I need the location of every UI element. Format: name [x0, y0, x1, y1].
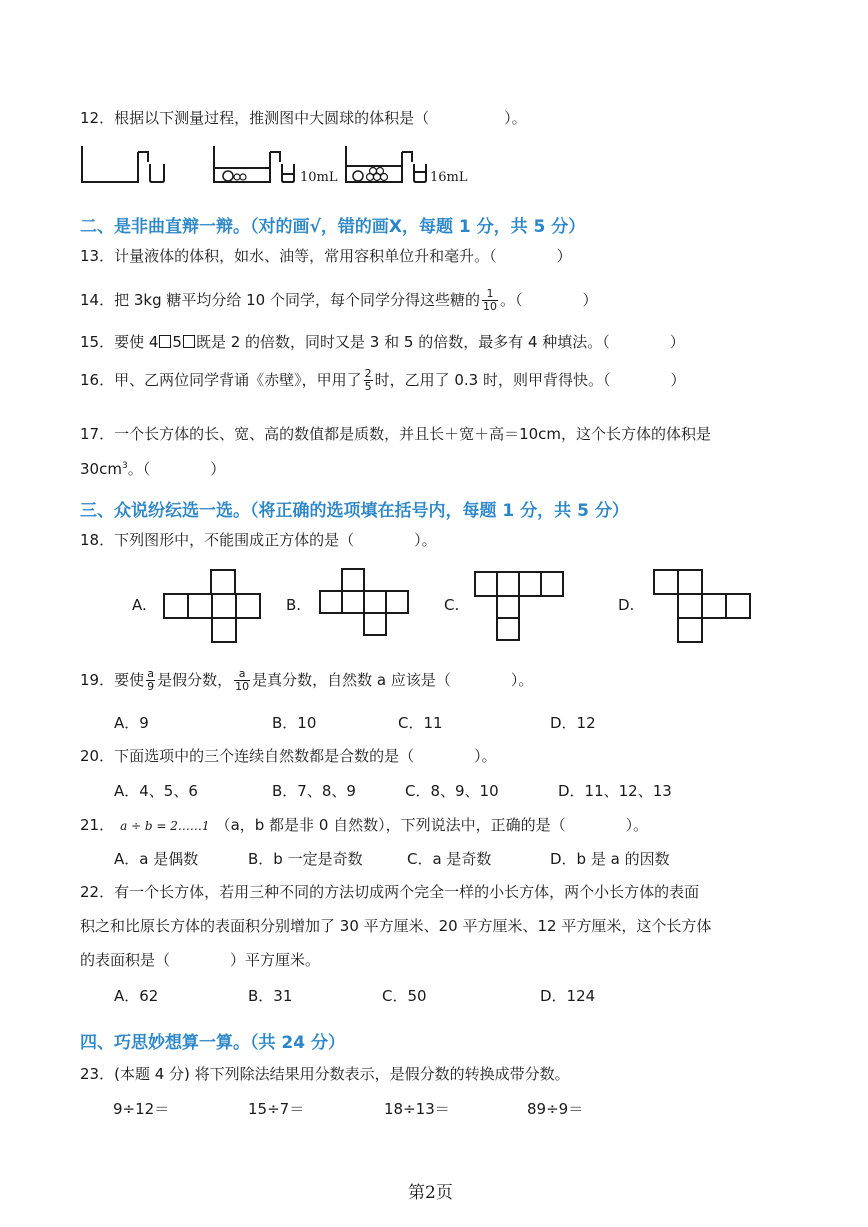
q16-text: 16．甲、乙两位同学背诵《赤壁》，甲用了 $\frac{2}{5}$ 时，乙用了 0.3 时，则甲背得快。（ ）: [80, 367, 686, 393]
q20-option-b: B．7、8、9: [272, 782, 356, 800]
q18-option-d-label: D.: [618, 596, 635, 614]
cube-net-c: [473, 570, 567, 644]
q19-option-d: D．12: [550, 714, 596, 732]
q22-option-d: D．124: [540, 987, 596, 1005]
blank-box: [159, 335, 171, 348]
q21-option-b: B．b 一定是奇数: [248, 850, 363, 868]
q21-option-a: A．a 是偶数: [114, 850, 199, 868]
q12-text: 12．根据以下测量过程，推测图中大圆球的体积是（ ）。: [80, 109, 527, 127]
fraction-a-10: $\frac{a}{10}$: [235, 667, 250, 693]
q20-option-a: A．4、5、6: [114, 782, 198, 800]
q22-option-b: B．31: [248, 987, 293, 1005]
q23-item-3: 18÷13＝: [384, 1100, 450, 1118]
q19-option-b: B．10: [272, 714, 317, 732]
cube-net-d: [652, 568, 756, 644]
fraction-a-9: $\frac{a}{9}$: [147, 667, 155, 693]
q18-option-a-label: A.: [132, 596, 147, 614]
q14-text: 14．把 3kg 糖平均分给 10 个同学，每个同学分得这些糖的 $\frac{1}{10}$ 。（ ）: [80, 287, 598, 313]
q18-text: 18．下列图形中，不能围成正方体的是（ ）。: [80, 531, 437, 549]
section-3-heading: 三、众说纷纭选一选。（将正确的选项填在括号内，每题 1 分，共 5 分）: [80, 501, 629, 521]
q22-line1: 22．有一个长方体，若用三种不同的方法切成两个完全一样的小长方体，两个小长方体的表面: [80, 883, 700, 901]
q13-text: 13．计量液体的体积，如水、油等，常用容积单位升和毫升。（ ）: [80, 247, 572, 265]
cube-net-a: [163, 569, 263, 643]
q18-option-b-label: B.: [286, 596, 302, 614]
q23-item-2: 15÷7＝: [248, 1100, 305, 1118]
blank-box: [183, 335, 195, 348]
q23-item-4: 89÷9＝: [527, 1100, 584, 1118]
q21-option-d: D．b 是 a 的因数: [550, 850, 670, 868]
q22-line3: 的表面积是（ ）平方厘米。: [80, 951, 321, 969]
q19-text: 19．要使 $\frac{a}{9}$ 是假分数， $\frac{a}{10}$ 是真分数，自然数 a 应该是（ ）。: [80, 667, 534, 693]
q19-option-a: A．9: [114, 714, 149, 732]
q20-option-d: D．11、12、13: [558, 782, 672, 800]
fraction-1-10: $\frac{1}{10}$: [483, 287, 497, 313]
q17-line1: 17．一个长方体的长、宽、高的数值都是质数，并且长＋宽＋高＝10cm，这个长方体的体积是: [80, 425, 712, 443]
q21-option-c: C．a 是奇数: [407, 850, 492, 868]
q21-text: 21． a ÷ b = 2……1 （a，b 都是非 0 自然数），下列说法中，正确的是（ ）。: [80, 816, 649, 834]
volume-label-10ml: 10mL: [300, 170, 338, 185]
section-4-heading: 四、巧思妙想算一算。（共 24 分）: [80, 1033, 345, 1053]
q22-option-a: A．62: [114, 987, 159, 1005]
q22-option-c: C．50: [382, 987, 427, 1005]
volume-label-16ml: 16mL: [430, 170, 468, 185]
q20-text: 20．下面选项中的三个连续自然数都是合数的是（ ）。: [80, 747, 497, 765]
q23-item-1: 9÷12＝: [113, 1100, 170, 1118]
beaker-empty: [82, 146, 164, 182]
beaker-with-balls: [214, 146, 294, 182]
q15-text: 15．要使 4 5 既是 2 的倍数，同时又是 3 和 5 的倍数，最多有 4 种填法。（ ）: [80, 333, 685, 351]
q19-option-c: C．11: [398, 714, 443, 732]
q18-option-c-label: C.: [444, 596, 460, 614]
q20-option-c: C．8、9、10: [405, 782, 499, 800]
fraction-2-5: $\frac{2}{5}$: [364, 367, 372, 393]
page-number: 第2页: [408, 1183, 453, 1203]
cube-net-b: [318, 567, 414, 637]
q23-text: 23．(本题 4 分) 将下列除法结果用分数表示，是假分数的转换成带分数。: [80, 1065, 570, 1083]
q17-line2: $30cm^3$。（ ）: [80, 460, 226, 478]
q21-expression: a ÷ b = 2……1: [120, 819, 210, 833]
section-2-heading: 二、是非曲直辩一辩。（对的画√，错的画X，每题 1 分，共 5 分）: [80, 217, 586, 237]
beaker-with-more-balls: [346, 146, 426, 182]
q22-line2: 积之和比原长方体的表面积分别增加了 30 平方厘米、20 平方厘米、12 平方厘米，这个长方体: [80, 917, 712, 935]
